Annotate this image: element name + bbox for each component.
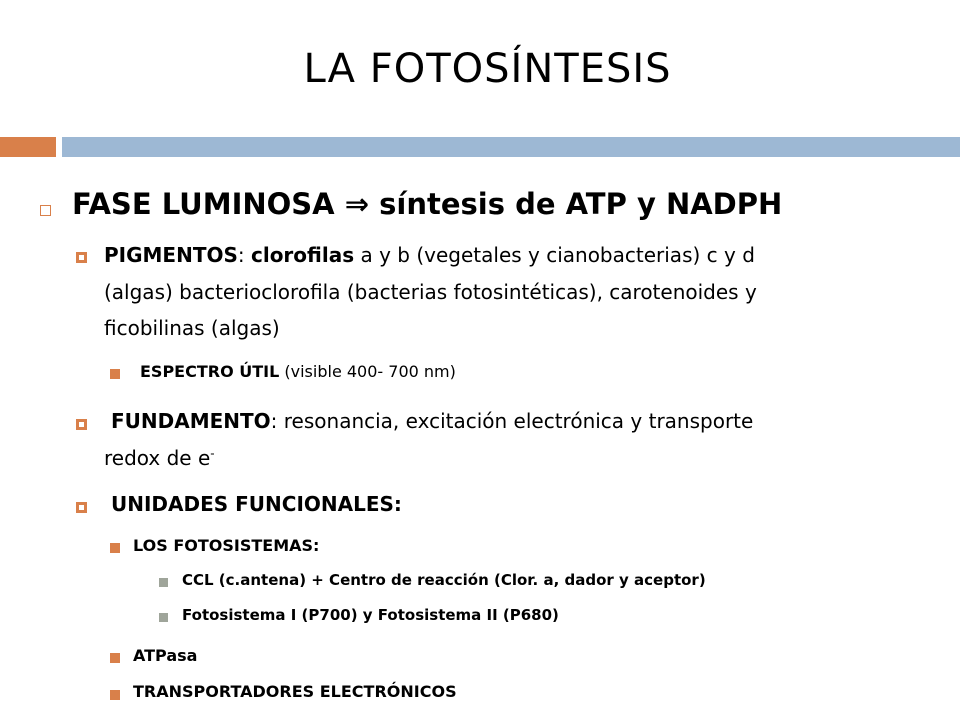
espectro-label: ESPECTRO ÚTIL bbox=[140, 362, 280, 381]
fundamento-line-2 bbox=[104, 446, 215, 470]
fotosistemas-heading: LOS FOTOSISTEMAS: bbox=[133, 536, 320, 555]
hollow-square-bullet-icon bbox=[76, 419, 87, 430]
small-square-bullet-icon bbox=[159, 613, 168, 622]
fundamento-line1-rest: : resonancia, excitación electrónica y transporte bbox=[270, 409, 754, 433]
pigmentos-label: PIGMENTOS bbox=[104, 243, 238, 267]
fase-subtitle: síntesis de ATP y NADPH bbox=[379, 187, 783, 221]
filled-square-bullet-icon bbox=[110, 653, 120, 663]
fundamento-label: FUNDAMENTO bbox=[111, 409, 271, 433]
filled-square-bullet-icon bbox=[110, 543, 120, 553]
espectro-line bbox=[140, 362, 456, 381]
small-square-bullet-icon bbox=[159, 578, 168, 587]
fase-luminosa-heading bbox=[72, 187, 782, 221]
pigmentos-line-3: ficobilinas (algas) bbox=[104, 316, 280, 340]
clorofilas-term: clorofilas bbox=[250, 243, 355, 267]
fundamento-line-1 bbox=[111, 409, 753, 433]
filled-square-bullet-icon bbox=[110, 690, 120, 700]
filled-square-bullet-icon bbox=[110, 369, 120, 379]
transportadores-item: TRANSPORTADORES ELECTRÓNICOS bbox=[133, 682, 457, 701]
unidades-heading: UNIDADES FUNCIONALES: bbox=[111, 492, 402, 516]
ccl-line: CCL (c.antena) + Centro de reacción (Clor. a, dador y aceptor) bbox=[182, 571, 706, 589]
atpasa-item: ATPasa bbox=[133, 646, 198, 665]
pigmentos-separator: : bbox=[237, 243, 251, 267]
electron-charge-superscript: - bbox=[210, 446, 215, 461]
fotosistemas-line: Fotosistema I (P700) y Fotosistema II (P680) bbox=[182, 606, 559, 624]
fase-heading-label: FASE LUMINOSA bbox=[72, 187, 335, 221]
espectro-value: (visible 400- 700 nm) bbox=[279, 362, 456, 381]
title-accent-bar-orange bbox=[0, 137, 56, 157]
pigmentos-line-2: (algas) bacterioclorofila (bacterias fotosintéticas), carotenoides y bbox=[104, 280, 757, 304]
hollow-square-bullet-icon bbox=[76, 502, 87, 513]
title-accent-bar-blue bbox=[62, 137, 960, 157]
page-title: LA FOTOSÍNTESIS bbox=[303, 46, 672, 92]
square-outline-bullet-icon bbox=[40, 205, 51, 216]
fundamento-line2-text: redox de e bbox=[104, 446, 211, 470]
pigmentos-line1-rest: a y b (vegetales y cianobacterias) c y d bbox=[354, 243, 755, 267]
implies-arrow-icon: ⇒ bbox=[344, 187, 370, 221]
pigmentos-line-1 bbox=[104, 243, 755, 267]
hollow-square-bullet-icon bbox=[76, 252, 87, 263]
